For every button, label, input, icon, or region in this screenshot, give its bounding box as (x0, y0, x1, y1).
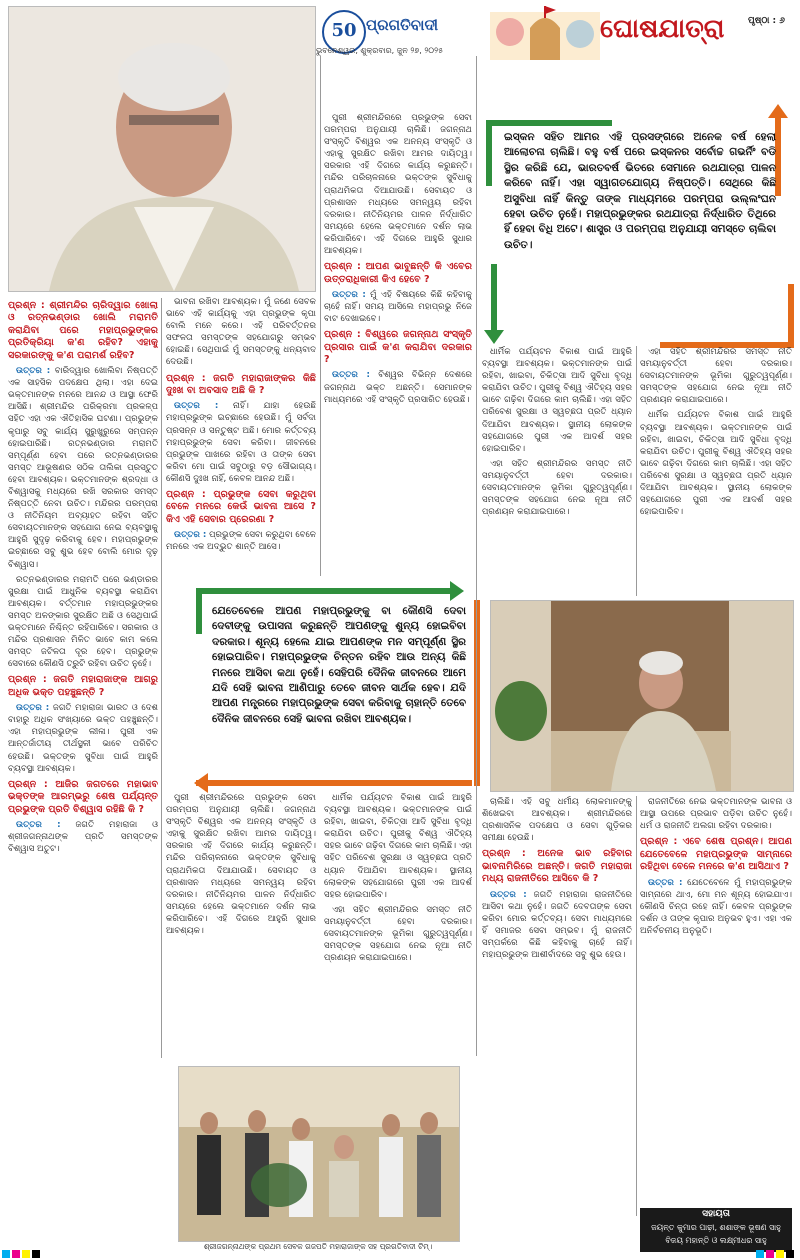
column-rule (320, 56, 321, 576)
column-2 (166, 296, 316, 580)
answer (640, 877, 792, 937)
answer-tag: ଉତ୍ତର : (490, 889, 527, 900)
registration-mark-icon (786, 1250, 794, 1258)
answer-text: ଏହା ସହିତ ଶ୍ରୀମନ୍ଦିରର ସମସ୍ତ ନୀତି ସମୟାନୁବର୍ତ୍ତୀ ହେବା ଦରକାର। ସେବାୟତମାନଙ୍କ ଭୂମିକା ଗୁରୁତ୍ୱପୂର୍ଣ୍ଣ। ସମସ୍ତଙ୍କ ସହଯୋଗ ନେଇ ନୂଆ ନୀତି ପ୍ରଣୟନ କରାଯାଇପାରେ। (640, 347, 792, 406)
answer-tag: ଉତ୍ତର : (16, 819, 61, 830)
temple-icon (490, 4, 600, 60)
answer-text: ଏହା ସହିତ ଶ୍ରୀମନ୍ଦିରର ସମସ୍ତ ନୀତି ସମୟାନୁବର୍ତ୍ତୀ ହେବା ଦରକାର। ସେବାୟତମାନଙ୍କ ଭୂମିକା ଗୁରୁତ୍ୱପୂର୍ଣ୍ଣ। ସମସ୍ତଙ୍କ ସହଯୋଗ ନେଇ ନୂଆ ନୀତି ପ୍ରଣୟନ କରାଯାଇପାରେ। (482, 458, 632, 518)
column-1 (8, 296, 158, 1252)
column-5-mid (640, 346, 792, 596)
question: ପ୍ରଶ୍ନ : ଆଜିର ଜଗତରେ ମହାଭାବ ଭକ୍ତଙ୍କ ଆରମ୍ଭରୁ ଶେଷ ପର୍ଯ୍ୟନ୍ତ ପ୍ରଭୁଙ୍କ ପ୍ରତି ବିଶ୍ୱାସ ରହିଛି କି ? (8, 778, 158, 815)
answer-text: ଚାଲିଛି। ଏହି ସବୁ ଧର୍ମୀୟ ଲୋକମାନଙ୍କୁ ଶିଖେଇବା ଆବଶ୍ୟକ। ଶ୍ରୀମନ୍ଦିରରେ ପ୍ରଶାସନିକ ପଦକ୍ଷେପ ଓ ସେବା ଗୁଡ଼ିକର ସମୀକ୍ଷା ହେଉଛି। (482, 797, 632, 844)
answer-text: ଭାବନା ରଖିବା ଆବଶ୍ୟକ। ମୁଁ ଜଣେ ସେବକ ଭାବେ ଏହି କାର୍ଯ୍ୟକୁ ଏହା ପ୍ରଭୁଙ୍କ କୃପା ବୋଲି ମନେ କରେ। ଏହି ପରିବର୍ତ୍ତନର ସଫଳତା ସମସ୍ତଙ୍କ ସହଯୋଗରୁ ସମ୍ଭବ ହୋଇଛି। ସେଥିପାଇଁ ମୁଁ ସମସ୍ତଙ୍କୁ ଧନ୍ୟବାଦ ଦେଉଛି। (166, 297, 316, 368)
dateline: ଭୁବନେଶ୍ୱର, ଶୁକ୍ରବାର, ଜୁନ ୨୭, ୨୦୨୫ (316, 46, 444, 55)
masthead-area (316, 10, 482, 58)
quote2-arrow-green-stem (356, 588, 452, 594)
answer (166, 400, 316, 485)
column-4-lower (482, 796, 632, 1246)
section-title-text: ଘୋଷଯାତ୍ରା (600, 14, 725, 44)
question: ପ୍ରଶ୍ନ : ଆପଣ ଭାବୁଛନ୍ତି କି ଏବେର ଉତ୍ତରାଧିକାରୀ କିଏ ହେବେ ? (324, 261, 472, 285)
column-3 (324, 112, 472, 580)
answer-text: ପ୍ରଭୁଙ୍କ ସେବା କରୁଥିବା ବେଳେ ମନରେ ଏକ ଅଦ୍ଭୁତ ଶାନ୍ତି ଆସେ। (166, 530, 316, 553)
registration-mark-icon (12, 1250, 20, 1258)
group-photo (178, 1066, 460, 1242)
section-title (600, 14, 730, 54)
credit-box (640, 1208, 792, 1252)
credit-line: ଜୟନ୍ତ କୁମାର ପାଢ଼ୀ, ଶଶାଙ୍କ ଭୂଷଣ ସାହୁ (651, 1223, 781, 1232)
masthead-title: ପ୍ରଗତିବାଦୀ (366, 16, 439, 34)
page-number: ପୃଷ୍ଠା : ୬ (748, 16, 785, 26)
credit-title: ସହାୟତା (702, 1209, 730, 1219)
answer-tag: ଉତ୍ତର : (16, 366, 51, 377)
question: ପ୍ରଶ୍ନ : ଅନେକ ଭାବ ରହିବାର ଭାବନାମିରିରେ ଅଛନ୍ତି। ଜଗତି ମହାରାଜା ମଧ୍ୟ ରାଜନୀତିରେ ଆସିବେ କି ? (482, 848, 632, 885)
answer-text: ଜଗତି ମହାରାଜା ଭାରତ ଓ ଦେଶ ବାହାରୁ ଅଧିକ ସଂଖ୍ୟାରେ ଭକ୍ତ ପହଞ୍ଚୁଛନ୍ତି। ଏହା ମହାପ୍ରଭୁଙ୍କ ଲୀଳା। ପୁରୀ ଏକ ଆନ୍ତର୍ଜାତୀୟ ତୀର୍ଥସ୍ଥଳୀ ଭାବେ ପରିଚିତ ହେଉଛି। ଭକ୍ତଙ୍କ ସୁବିଧା ପାଇଁ ଆହୁରି ବ୍ୟବସ୍ଥା ଆବଶ୍ୟକ। (8, 703, 158, 774)
answer (324, 289, 472, 325)
answer-text: ଧାର୍ମିକ ପର୍ଯ୍ୟଟନ ବିକାଶ ପାଇଁ ଆହୁରି ବ୍ୟବସ୍ଥା ଆବଶ୍ୟକ। ଭକ୍ତମାନଙ୍କ ପାଇଁ ରହିବା, ଖାଇବା, ଚିକିତ୍ସା ଆଦି ସୁବିଧା ବୃଦ୍ଧି କରାଯିବା ଉଚିତ। ପୁରୀକୁ ବିଶ୍ୱ ଐତିହ୍ୟ ସହର ଭାବେ ଗଢ଼ିବା ଦିଗରେ କାମ ଚାଲିଛି। ଏହା ସହିତ ପରିବେଶ ସୁରକ୍ଷା ଓ ସ୍ୱଚ୍ଛତା ପ୍ରତି ଧ୍ୟାନ ଦିଆଯିବା ଆବଶ୍ୟକ। ସ୍ଥାନୀୟ ଲୋକଙ୍କ ସହଯୋଗରେ ପୁରୀ ଏକ ଆଦର୍ଶ ସହର ହୋଇପାରିବ। (482, 347, 632, 454)
answer-text: ଏହା ସହିତ ଶ୍ରୀମନ୍ଦିରର ସମସ୍ତ ନୀତି ସମୟାନୁବର୍ତ୍ତୀ ହେବା ଦରକାର। ସେବାୟତମାନଙ୍କ ଭୂମିକା ଗୁରୁତ୍ୱପୂର୍ଣ୍ଣ। ସମସ୍ତଙ୍କ ସହଯୋଗ ନେଇ ନୂଆ ନୀତି ପ୍ରଣୟନ କରାଯାଇପାରେ। (324, 904, 472, 964)
credit-line: ବିଜୟ ମହାନ୍ତି ଓ ଲକ୍ଷ୍ମୀଧର ସାହୁ (665, 1236, 767, 1245)
answer-text: ପୁରୀ ଶ୍ରୀମନ୍ଦିରରେ ପ୍ରଭୁଙ୍କ ସେବା ପରମ୍ପରା ଅନୁଯାୟୀ ଚାଲିଛି। ଜଗନ୍ନାଥ ସଂସ୍କୃତି ବିଶ୍ୱର ଏକ ଅନନ୍ୟ ସଂସ୍କୃତି ଓ ଏହାକୁ ସୁରକ୍ଷିତ ରଖିବା ଆମର ଦାୟିତ୍ୱ। ସରକାର ଏହି ଦିଗରେ କାର୍ଯ୍ୟ କରୁଛନ୍ତି। ମନ୍ଦିର ପରିଚାଳନାରେ ଭକ୍ତଙ୍କ ସୁବିଧାକୁ ପ୍ରାଥମିକତା ଦିଆଯାଉଛି। ସେବାୟତ ଓ ପ୍ରଶାସନ ମଧ୍ୟରେ ସମନ୍ୱୟ ରହିବା ଦରକାର। ନୀତିନିୟମର ପାଳନ ନିର୍ଦ୍ଧାରିତ ସମୟରେ ହେଲେ ଭକ୍ତମାନେ ଦର୍ଶନ ଲାଭ କରିପାରିବେ। ଏହି ଦିଗରେ ଆହୁରି ସୁଧାର ଆବଶ୍ୟକ। (166, 793, 316, 937)
answer-text: ରତ୍ନଭଣ୍ଡାରର ମରାମତି ପରେ ଭଣ୍ଡାରର ସୁରକ୍ଷା ପାଇଁ ଆଧୁନିକ ବ୍ୟବସ୍ଥା କରାଯିବା ଆବଶ୍ୟକ। ବର୍ତ୍ତମାନ ମହାପ୍ରଭୁଙ୍କର ସମସ୍ତ ଅଳଙ୍କାର ସୁରକ୍ଷିତ ଅଛି ଓ ସେଥିପାଇଁ ଭକ୍ତମାନେ ନିଶ୍ଚିନ୍ତ ରହିପାରିବେ। ସରକାର ଓ ମନ୍ଦିର ପ୍ରଶାସନ ମିଳିତ ଭାବେ କାମ କଲେ ସମସ୍ତ ଜଟିଳତା ଦୂର ହେବ। ପ୍ରଭୁଙ୍କ ସେବାରେ କୌଣସି ତ୍ରୁଟି ରହିବା ଉଚିତ ନୁହେଁ। (8, 574, 158, 670)
question: ପ୍ରଶ୍ନ : ଶ୍ରୀମନ୍ଦିର ଚାରିଦ୍ୱାର ଖୋଲା ଓ ରତ୍ନଭଣ୍ଡାର ଖୋଲି ମରାମତି କରାଯିବା ପରେ ମହାପ୍ରଭୁଙ୍କର ପ୍ରତିକ୍ରିୟା କ'ଣ ରହିବ? ଏହାକୁ ସରକାରଙ୍କୁ କ'ଣ ପରାମର୍ଶ ରହିବ? (8, 300, 158, 361)
answer (8, 702, 158, 775)
answer-text: ବିଶ୍ୱର ବିଭିନ୍ନ ଦେଶରେ ଜଗନ୍ନାଥ ଭକ୍ତ ଅଛନ୍ତି। ସେମାନଙ୍କ ମାଧ୍ୟମରେ ଏହି ସଂସ୍କୃତି ପ୍ରସାରିତ ହେଉଛି। (324, 370, 472, 405)
column-rule (636, 346, 637, 596)
answer (482, 889, 632, 962)
group-photo-caption: ଶ୍ରୀଜଗନ୍ନାଥଙ୍କ ପ୍ରଥମ ସେବକ ଗଜପତି ମହାରାଜାଙ୍କ ସହ ପ୍ରଗତିବାଦୀ ଟିମ୍। (203, 1242, 433, 1251)
column-4-mid (482, 346, 632, 596)
answer (8, 365, 158, 571)
anniversary-logo: 50 (322, 10, 366, 54)
group-figures-icon (179, 1067, 459, 1241)
answer-text: ମୁଁ ଏହି ବିଷୟରେ କିଛି କହିବାକୁ ଚାହେଁ ନାହିଁ। ସମୟ ଆସିଲେ ମହାପ୍ରଭୁ ନିଜେ ବାଟ ଦେଖାଇବେ। (324, 289, 472, 325)
answer (8, 819, 158, 855)
seated-photo (490, 600, 794, 792)
answer-tag: ଉତ୍ତର : (648, 877, 683, 888)
answer-text: ଧାର୍ମିକ ପର୍ଯ୍ୟଟନ ବିକାଶ ପାଇଁ ଆହୁରି ବ୍ୟବସ୍ଥା ଆବଶ୍ୟକ। ଭକ୍ତମାନଙ୍କ ପାଇଁ ରହିବା, ଖାଇବା, ଚିକିତ୍ସା ଆଦି ସୁବିଧା ବୃଦ୍ଧି କରାଯିବା ଉଚିତ। ପୁରୀକୁ ବିଶ୍ୱ ଐତିହ୍ୟ ସହର ଭାବେ ଗଢ଼ିବା ଦିଗରେ କାମ ଚାଲିଛି। ଏହା ସହିତ ପରିବେଶ ସୁରକ୍ଷା ଓ ସ୍ୱଚ୍ଛତା ପ୍ରତି ଧ୍ୟାନ ଦିଆଯିବା ଆବଶ୍ୟକ। ସ୍ଥାନୀୟ ଲୋକଙ୍କ ସହଯୋଗରେ ପୁରୀ ଏକ ଆଦର୍ଶ ସହର ହୋଇପାରିବ। (324, 793, 472, 900)
portrait-figure-icon (9, 7, 315, 291)
question: ପ୍ରଶ୍ନ : ଜଗତି ମହାରାଜାଙ୍କର କିଛି ଦୁଃଖ ବା ଅବସାଦ ଅଛି କି ? (166, 372, 316, 396)
registration-mark-icon (776, 1250, 784, 1258)
answer-tag: ଉତ୍ତର : (174, 401, 219, 412)
column-2-lower (166, 792, 316, 1062)
quote1-arrow-green-stem (491, 264, 497, 332)
registration-mark-icon (32, 1250, 40, 1258)
answer (324, 369, 472, 405)
header-temple-art (490, 4, 600, 60)
answer (166, 529, 316, 553)
answer-tag: ଉତ୍ତର : (332, 370, 370, 381)
registration-mark-icon (2, 1250, 10, 1258)
answer-text: ପୁରୀ ଶ୍ରୀମନ୍ଦିରରେ ପ୍ରଭୁଙ୍କ ସେବା ପରମ୍ପରା ଅନୁଯାୟୀ ଚାଲିଛି। ଜଗନ୍ନାଥ ସଂସ୍କୃତି ବିଶ୍ୱର ଏକ ଅନନ୍ୟ ସଂସ୍କୃତି ଓ ଏହାକୁ ସୁରକ୍ଷିତ ରଖିବା ଆମର ଦାୟିତ୍ୱ। ସରକାର ଏହି ଦିଗରେ କାର୍ଯ୍ୟ କରୁଛନ୍ତି। ମନ୍ଦିର ପରିଚାଳନାରେ ଭକ୍ତଙ୍କ ସୁବିଧାକୁ ପ୍ରାଥମିକତା ଦିଆଯାଉଛି। ସେବାୟତ ଓ ପ୍ରଶାସନ ମଧ୍ୟରେ ସମନ୍ୱୟ ରହିବା ଦରକାର। ନୀତିନିୟମର ପାଳନ ନିର୍ଦ୍ଧାରିତ ସମୟରେ ହେଲେ ଭକ୍ତମାନେ ଦର୍ଶନ ଲାଭ କରିପାରିବେ। ଏହି ଦିଗରେ ଆହୁରି ସୁଧାର ଆବଶ୍ୟକ। (324, 113, 472, 257)
column-5-lower (640, 796, 792, 1200)
quote2-arrow-green-icon (450, 581, 464, 601)
registration-mark-icon (756, 1250, 764, 1258)
answer-text: ନାହିଁ। ଯାହା ହେଉଛି ମହାପ୍ରଭୁଙ୍କ ଇଚ୍ଛାରେ ହେଉଛି। ମୁଁ ସର୍ବଦା ପ୍ରସନ୍ନ ଓ ସନ୍ତୁଷ୍ଟ ଅଛି। ମୋର କର୍ତ୍ତବ୍ୟ ମହାପ୍ରଭୁଙ୍କ ସେବା କରିବା। ଜୀବନରେ ପ୍ରଭୁଙ୍କ ପାଖରେ ରହିବା ଓ ତାଙ୍କ ସେବା କରିବା ମୋ ପାଇଁ ସବୁଠାରୁ ବଡ଼ ସୌଭାଗ୍ୟ। କୌଣସି ଦୁଃଖ ନାହିଁ, କେବଳ ଆନନ୍ଦ ଅଛି। (166, 401, 316, 484)
question: ପ୍ରଶ୍ନ : ଜଗତି ମହାରାଜାଙ୍କ ଆଗରୁ ଅଧିକ ଭକ୍ତ ପହଞ୍ଚୁଛନ୍ତି ? (8, 674, 158, 698)
answer-text: ରାଜନୀତିରେ ନେଇ ଭକ୍ତମାନଙ୍କ ଭାବନା ଓ ଆସ୍ଥା ଉପରେ ପ୍ରଭାବ ପଡ଼ିବା ଉଚିତ ନୁହେଁ। ଧର୍ମ ଓ ରାଜନୀତି ଅଲଗା ରହିବା ଦରକାର। (640, 797, 792, 832)
answer-tag: ଉତ୍ତର : (332, 289, 366, 300)
answer-text: ବାରିଦ୍ୱାର ଖୋଲିବା ନିଷ୍ପତ୍ତି ଏକ ସାହସିକ ପଦକ୍ଷେପ ଥିଲା। ଏହା ଦେଇ ଭକ୍ତମାନଙ୍କ ମନରେ ଆନନ୍ଦ ଓ ଆସ୍ଥା ଫେରି ଆସିଛି। ଶ୍ରୀମନ୍ଦିର ପରିକ୍ରମା ପ୍ରକଳ୍ପ ସହିତ ଏହା ଏକ ଐତିହାସିକ ଘଟଣା। ପ୍ରଭୁଙ୍କ କୃପାରୁ ସବୁ କାର୍ଯ୍ୟ ସୁରୁଖୁରୁରେ ସମ୍ପନ୍ନ ହୋଇପାରିଛି। ରତ୍ନଭଣ୍ଡାର ମରାମତି ସମ୍ପୂର୍ଣ୍ଣ ହେବା ପରେ ରତ୍ନଭଣ୍ଡାରର ସମସ୍ତ ଆଭୂଷଣର ସଠିକ ତାଲିକା ପ୍ରସ୍ତୁତ ହେବା ଆବଶ୍ୟକ। ଭକ୍ତମାନଙ୍କ ଶ୍ରଦ୍ଧା ଓ ବିଶ୍ୱାସକୁ ମଧ୍ୟରେ ରଖି ସରକାର ସମସ୍ତ ନିଷ୍ପତ୍ତି ନେବା ଉଚିତ। ମନ୍ଦିରର ପରମ୍ପରା ଓ ନୀତିନିୟମ ଅବ୍ୟାହତ ରହିବା ସହିତ ସେବାୟତମାନଙ୍କ ସହଯୋଗ ନେଇ ବ୍ୟବସ୍ଥାକୁ ଆହୁରି ସୁଦୃଢ଼ କରିବାକୁ ହେବ। ମହାପ୍ରଭୁଙ୍କ ଇଚ୍ଛାରେ ସବୁ ଶୁଭ ହେବ ବୋଲି ମୋର ଦୃଢ଼ ବିଶ୍ୱାସ। (8, 366, 158, 570)
seated-figure-icon (491, 601, 793, 791)
column-rule (161, 298, 162, 1058)
quote2-arrow-orange-icon (194, 773, 208, 793)
column-3-lower (324, 792, 472, 1062)
question: ପ୍ରଶ୍ନ : ଏବେ ଶେଷ ପ୍ରଶ୍ନ। ଆପଣ ଯେତେବେଳେ ମହାପ୍ରଭୁଙ୍କ ସାମ୍ନାରେ ରହିଥିବା ବେଳେ ମନରେ କ'ଣ ଆସିଥାଏ ? (640, 836, 792, 873)
registration-mark-icon (22, 1250, 30, 1258)
quote2-text: ଯେତେବେଳେ ଆପଣ ମହାପ୍ରଭୁଙ୍କୁ ବା କୌଣସି ଦେବା ଦେବୀଙ୍କୁ ଉପାସନା କରୁଛନ୍ତି ଆପଣଙ୍କୁ ଶୁନ୍ୟ ହୋଇବିବା ଦରକାର। ଶୂନ୍ୟ ହେଲେ ଯାଇ ଆପଣଙ୍କ ମନ ସମ୍ପୂର୍ଣ୍ଣ ସ୍ଥିର ହୋଇପାରିବ। ମହାପ୍ରଭୁଙ୍କ ଚିନ୍ତନ ରହିବ ଆଉ ଅନ୍ୟ କିଛି ମନରେ ଆସିବା କଥା ନୁହେଁ। ସେହିପରି ଦୈନିକ ଜୀବନରେ ଆମେ ଯଦି ସେହି ଭାବନା ଆଣିପାରୁ ତେବେ ଜୀବନ ସାର୍ଥକ ହେବ। ଯଦି ଆପଣ ମନ୍ତ୍ରରେ ମହାପ୍ରଭୁଙ୍କ ସେବା କରିବାକୁ ଚାହାନ୍ତି ତେବେ ଦୈନିକ ଜୀବନରେ ସେହି ଭାବନା ରଖିବା ଆବଶ୍ୟକ। (212, 605, 466, 725)
quote1-text: ଇସ୍କନ ସହିତ ଆମର ଏହି ପ୍ରସଙ୍ଗରେ ଅନେକ ବର୍ଷ ହେଲା ଆଲୋଚନା ଚାଲିଛି। ବହୁ ବର୍ଷ ପରେ ଇସ୍କନର ସର୍ବୋଚ୍ଚ ଗଭର୍ନିଂ ବଡି ସ୍ଥିର କରିଛି ଯେ, ଭାରତବର୍ଷ ଭିତରେ ସେମାନେ ରଥଯାତ୍ରା ପାଳନ କରିବେ ନାହିଁ। ଏହା ସ୍ୱାଗତଯୋଗ୍ୟ ନିଷ୍ପତ୍ତି। ସେଥିରେ କିଛି ଅସୁବିଧା ନାହିଁ କିନ୍ତୁ ତାଙ୍କ ମାଧ୍ୟମରେ ପରମ୍ପରା ଉଲ୍ଲଂଘନ ହେବା ଉଚିତ ନୁହେଁ। ମହାପ୍ରଭୁଙ୍କର ରଥଯାତ୍ରା ନିର୍ଦ୍ଧାରିତ ତିଥିରେ ହିଁ ହେବା ବିଧି ଅଟେ। ଶାସ୍ତ୍ର ଓ ପରମ୍ପରା ଅନୁଯାୟୀ ସମସ୍ତେ ଚାଲିବା ଉଚିତ। (504, 131, 776, 251)
column-rule (476, 56, 477, 1056)
answer-text: ଜଗତି ମହାରାଜା ରାଜନୀତିରେ ଆସିବା କଥା ନୁହେଁ। ଜଗତି ଦେବତାଙ୍କ ସେବା କରିବା ମୋର କର୍ତ୍ତବ୍ୟ। ସେବା ମାଧ୍ୟମରେ ହିଁ ସମାଜର ସେବା ସମ୍ଭବ। ମୁଁ ରାଜନୀତି ସମ୍ପର୍କରେ କିଛି କହିବାକୁ ଚାହେଁ ନାହିଁ। ମହାପ୍ରଭୁଙ୍କ ଆଶୀର୍ବାଦରେ ସବୁ ଶୁଭ ହେଉ। (482, 889, 632, 961)
question: ପ୍ରଶ୍ନ : ପ୍ରଭୁଙ୍କ ସେବା କରୁଥିବା ବେଳେ ମନରେ କେଉଁ ଭାବନା ଆସେ ? କିଏ ଏହି ସେବାର ପ୍ରେରଣା ? (166, 489, 316, 525)
answer-text: ଜଗତି ମହାରାଜା ଓ ଶ୍ରୀଜଗନ୍ନାଥଙ୍କ ପ୍ରତି ସମସ୍ତଙ୍କ ବିଶ୍ୱାସ ଅତୁଟ। (8, 819, 158, 855)
portrait-photo (8, 6, 316, 292)
answer-text: ଧାର୍ମିକ ପର୍ଯ୍ୟଟନ ବିକାଶ ପାଇଁ ଆହୁରି ବ୍ୟବସ୍ଥା ଆବଶ୍ୟକ। ଭକ୍ତମାନଙ୍କ ପାଇଁ ରହିବା, ଖାଇବା, ଚିକିତ୍ସା ଆଦି ସୁବିଧା ବୃଦ୍ଧି କରାଯିବା ଉଚିତ। ପୁରୀକୁ ବିଶ୍ୱ ଐତିହ୍ୟ ସହର ଭାବେ ଗଢ଼ିବା ଦିଗରେ କାମ ଚାଲିଛି। ଏହା ସହିତ ପରିବେଶ ସୁରକ୍ଷା ଓ ସ୍ୱଚ୍ଛତା ପ୍ରତି ଧ୍ୟାନ ଦିଆଯିବା ଆବଶ୍ୟକ। ସ୍ଥାନୀୟ ଲୋକଙ୍କ ସହଯୋଗରେ ପୁରୀ ଏକ ଆଦର୍ଶ ସହର ହୋଇପାରିବ। (640, 410, 792, 518)
answer-tag: ଉତ୍ତର : (174, 530, 207, 541)
column-rule (636, 796, 637, 1216)
answer-text: ଯେତେବେଳେ ମୁଁ ମହାପ୍ରଭୁଙ୍କ ସାମ୍ନାରେ ଥାଏ, ମୋ ମନ ଶୂନ୍ୟ ହୋଇଯାଏ। କୌଣସି ଚିନ୍ତା ରହେ ନାହିଁ। କେବଳ ପ୍ରଭୁଙ୍କ ଦର୍ଶନ ଓ ତାଙ୍କ କୃପାର ଅନୁଭବ ହୁଏ। ଏହା ଏକ ଅନିର୍ବଚନୀୟ ଅନୁଭୂତି। (640, 877, 792, 936)
question: ପ୍ରଶ୍ନ : ବିଶ୍ୱରେ ଜଗନ୍ନାଥ ସଂସ୍କୃତି ପ୍ରସାର ପାଇଁ କ'ଣ କରାଯିବା ଦରକାର ? (324, 329, 472, 366)
quote1-arrow-green-icon (484, 330, 504, 344)
registration-mark-icon (766, 1250, 774, 1258)
answer-tag: ଉତ୍ତର : (16, 703, 50, 714)
quote2-bottom-bar (196, 780, 472, 786)
